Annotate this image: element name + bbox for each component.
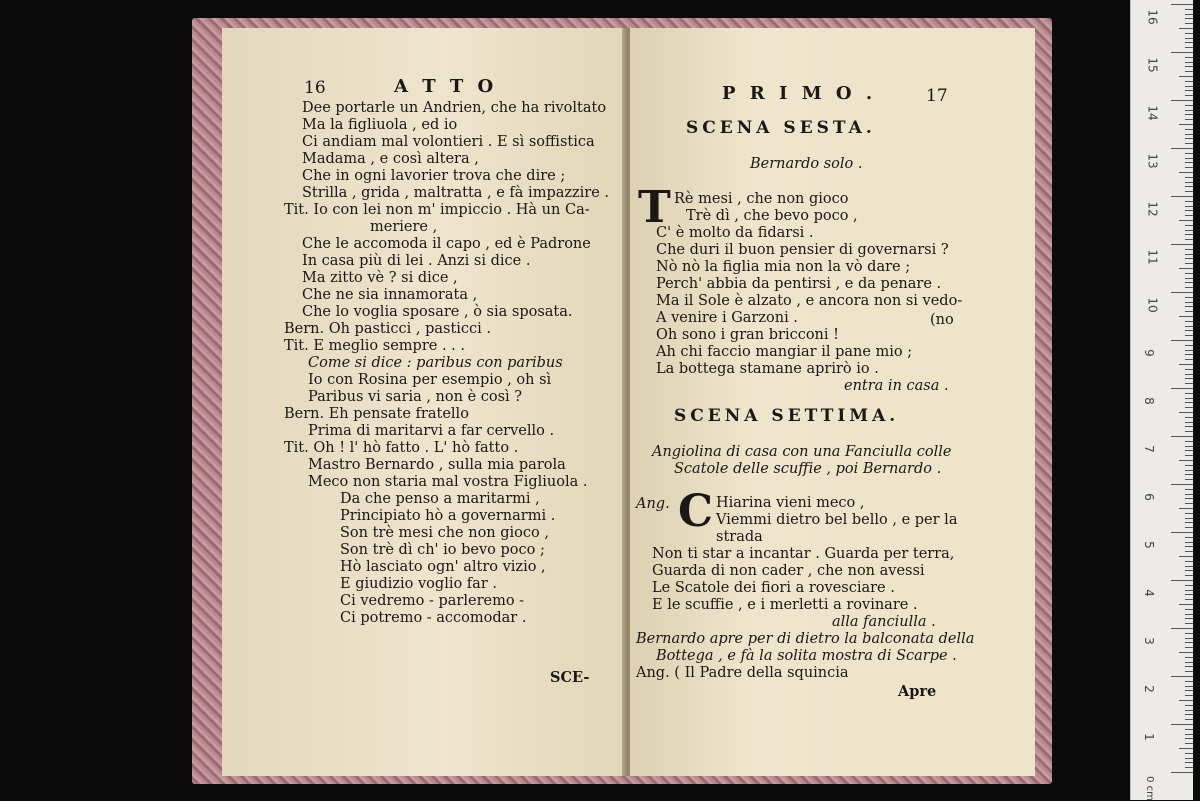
ruler-tick (1179, 172, 1193, 173)
ruler-tick (1185, 551, 1193, 552)
ruler-tick (1185, 374, 1193, 375)
ruler-tick (1185, 705, 1193, 706)
text-line: Ci potremo - accomodar . (340, 610, 527, 626)
text-line: meriere , (370, 219, 438, 235)
ruler-tick (1185, 239, 1193, 240)
ruler-tick (1185, 450, 1193, 451)
text-line: Ma zitto vè ? si dice , (302, 270, 458, 286)
ruler-tick (1185, 522, 1193, 523)
ruler-tick (1185, 614, 1193, 615)
text-line: Ma la figliuola , ed io (302, 117, 458, 133)
running-head-right: P R I M O . (722, 83, 877, 104)
ruler-tick (1171, 388, 1193, 389)
ruler-tick (1185, 282, 1193, 283)
ruler-number: 5 (1141, 541, 1156, 549)
ruler-tick (1185, 9, 1193, 10)
ruler-tick (1185, 153, 1193, 154)
ruler-tick (1185, 431, 1193, 432)
ruler-tick (1185, 23, 1193, 24)
ruler-tick (1185, 546, 1193, 547)
text-line: Ah chi faccio mangiar il pane mio ; (656, 344, 913, 360)
text-line: E giudizio voglio far . (340, 576, 497, 592)
ruler-tick (1185, 647, 1193, 648)
text-line: Perch' abbia da pentirsi , e da penare . (656, 276, 942, 292)
ruler-tick (1171, 148, 1193, 149)
ruler-tick (1171, 244, 1193, 245)
ruler-tick (1179, 28, 1193, 29)
ruler-tick (1185, 422, 1193, 423)
ruler-tick (1185, 527, 1193, 528)
ruler-tick (1185, 762, 1193, 763)
ruler-tick (1185, 62, 1193, 63)
ruler-tick (1185, 638, 1193, 639)
text-line: C' è molto da fidarsi . (656, 225, 814, 241)
text-line: Hò lasciato ogn' altro vizio , (340, 559, 546, 575)
ruler-tick (1185, 623, 1193, 624)
stage-direction: alla fanciulla . (832, 614, 936, 630)
ruler-tick (1185, 263, 1193, 264)
ruler-tick (1185, 575, 1193, 576)
ruler-number: 2 (1141, 685, 1156, 693)
text-line: Che ne sia innamorata , (302, 287, 478, 303)
ruler-tick (1185, 455, 1193, 456)
text-line: Hiarina vieni meco , (716, 495, 865, 511)
ruler-tick (1185, 633, 1193, 634)
ruler-tick (1185, 249, 1193, 250)
ruler-tick (1185, 729, 1193, 730)
text-line: Paribus vi saria , non è così ? (308, 389, 523, 405)
ruler-tick (1185, 186, 1193, 187)
text-line: Principiato hò a governarmi . (340, 508, 556, 524)
text-line: Mastro Bernardo , sulla mia parola (308, 457, 566, 473)
ruler-tick (1185, 273, 1193, 274)
ruler-tick (1185, 465, 1193, 466)
ruler-tick (1185, 503, 1193, 504)
ruler-tick (1185, 47, 1193, 48)
ruler-tick (1185, 359, 1193, 360)
stage-direction: Angiolina di casa con una Fanciulla colle (652, 444, 952, 460)
text-line: La bottega stamane aprirò io . (656, 361, 879, 377)
ruler-tick (1185, 570, 1193, 571)
ruler-tick (1185, 734, 1193, 735)
ruler-tick (1179, 652, 1193, 653)
ruler-tick (1185, 86, 1193, 87)
drop-capital: C (678, 486, 714, 537)
ruler-number: 1 (1141, 733, 1156, 741)
ruler-tick (1171, 772, 1193, 773)
drop-capital: T (638, 182, 671, 233)
left-page (222, 28, 625, 776)
ruler-tick (1185, 302, 1193, 303)
text-line: Tit. Io con lei non m' impiccio . Hà un Ca- (284, 202, 590, 218)
text-line: Non ti star a incantar . Guarda per terra, (652, 546, 955, 562)
ruler-tick (1179, 76, 1193, 77)
ruler-tick (1185, 719, 1193, 720)
ruler-tick (1185, 590, 1193, 591)
text-line: Son trè dì ch' io bevo poco ; (340, 542, 545, 558)
ruler-tick (1185, 134, 1193, 135)
text-line: Che lo voglia sposare , ò sia sposata. (302, 304, 573, 320)
ruler-tick (1185, 446, 1193, 447)
text-line: Bern. Oh pasticci , pasticci . (284, 321, 492, 337)
ruler-tick (1185, 662, 1193, 663)
ruler-tick (1171, 676, 1193, 677)
ruler-tick (1171, 100, 1193, 101)
catchword-right: Apre (898, 683, 937, 700)
page-number-right: 17 (926, 86, 948, 106)
ruler-tick (1185, 609, 1193, 610)
stage-direction: entra in casa . (844, 378, 949, 394)
ruler-tick (1185, 642, 1193, 643)
catchword-left: SCE- (550, 669, 590, 686)
text-line: In casa più di lei . Anzi si dice . (302, 253, 531, 269)
ruler-tick (1185, 566, 1193, 567)
ruler-tick (1171, 436, 1193, 437)
ruler-tick (1185, 177, 1193, 178)
page-number-left: 16 (304, 78, 326, 98)
ruler-tick (1179, 748, 1193, 749)
ruler-tick (1185, 714, 1193, 715)
ruler-tick (1185, 225, 1193, 226)
ruler-number: 12 (1145, 201, 1160, 217)
ruler-tick (1185, 479, 1193, 480)
text-line: Rè mesi , che non gioco (674, 191, 849, 207)
ruler-number: 10 (1145, 297, 1160, 313)
ruler-tick (1185, 42, 1193, 43)
ruler-tick (1185, 618, 1193, 619)
ruler-tick (1185, 306, 1193, 307)
ruler-tick (1185, 81, 1193, 82)
ruler-tick (1171, 580, 1193, 581)
measuring-ruler (1130, 0, 1193, 800)
ruler-tick (1185, 311, 1193, 312)
ruler-tick (1185, 326, 1193, 327)
ruler-tick (1185, 393, 1193, 394)
ruler-tick (1185, 369, 1193, 370)
ruler-tick (1185, 417, 1193, 418)
ruler-tick (1185, 426, 1193, 427)
ruler-tick (1185, 666, 1193, 667)
ruler-tick (1185, 474, 1193, 475)
ruler-tick (1185, 287, 1193, 288)
text-line: Da che penso a maritarmi , (340, 491, 540, 507)
text-line: Ma il Sole è alzato , e ancora non si vedo- (656, 293, 963, 309)
text-line: Che in ogni lavorier trova che dire ; (302, 168, 566, 184)
text-line: Ang. ( Il Padre della squincia (636, 665, 849, 681)
text-line: Che le accomoda il capo , ed è Padrone (302, 236, 591, 252)
text-line: Guarda di non cader , che non avessi (652, 563, 925, 579)
ruler-tick (1185, 345, 1193, 346)
ruler-unit: 0 cm (1143, 776, 1155, 801)
ruler-tick (1185, 254, 1193, 255)
text-line: Ci vedremo - parleremo - (340, 593, 525, 609)
ruler-tick (1179, 700, 1193, 701)
text-line: Io con Rosina per esempio , oh sì (308, 372, 552, 388)
ruler-tick (1185, 191, 1193, 192)
ruler-tick (1185, 234, 1193, 235)
ruler-number: 13 (1145, 153, 1160, 169)
scene-title: SCENA SETTIMA. (674, 406, 900, 426)
ruler-tick (1185, 330, 1193, 331)
ruler-number: 16 (1145, 9, 1160, 25)
ruler-tick (1185, 657, 1193, 658)
text-line: Madama , e così altera , (302, 151, 479, 167)
ruler-tick (1185, 743, 1193, 744)
ruler-tick (1185, 378, 1193, 379)
ruler-tick (1179, 604, 1193, 605)
ruler-tick (1171, 52, 1193, 53)
ruler-tick (1179, 220, 1193, 221)
ruler-tick (1185, 758, 1193, 759)
ruler-tick (1171, 340, 1193, 341)
text-line: (no (930, 312, 954, 328)
ruler-tick (1185, 258, 1193, 259)
ruler-tick (1185, 143, 1193, 144)
ruler-tick (1185, 681, 1193, 682)
ruler-tick (1185, 167, 1193, 168)
ruler-tick (1185, 738, 1193, 739)
text-line: E le scuffie , e i merletti a rovinare . (652, 597, 918, 613)
ruler-tick (1185, 585, 1193, 586)
ruler-tick (1185, 398, 1193, 399)
ruler-tick (1171, 4, 1193, 5)
ruler-tick (1185, 210, 1193, 211)
ruler-tick (1179, 268, 1193, 269)
ruler-number: 14 (1145, 105, 1160, 121)
ruler-tick (1185, 38, 1193, 39)
ruler-tick (1185, 489, 1193, 490)
text-line: Che duri il buon pensier di governarsi ? (656, 242, 949, 258)
text-line: Tit. E meglio sempre . . . (284, 338, 465, 354)
text-line: A venire i Garzoni . (656, 310, 798, 326)
ruler-tick (1185, 57, 1193, 58)
text-line: Tit. Oh ! l' hò fatto . L' hò fatto . (284, 440, 519, 456)
ruler-tick (1185, 594, 1193, 595)
ruler-tick (1185, 513, 1193, 514)
ruler-tick (1185, 182, 1193, 183)
text-line: Viemmi dietro bel bello , e per la (716, 512, 958, 528)
ruler-tick (1185, 95, 1193, 96)
text-line: Oh sono i gran bricconi ! (656, 327, 839, 343)
ruler-tick (1185, 695, 1193, 696)
ruler-tick (1185, 690, 1193, 691)
ruler-tick (1185, 129, 1193, 130)
ruler-number: 4 (1141, 589, 1156, 597)
ruler-number: 9 (1141, 349, 1156, 357)
ruler-tick (1185, 230, 1193, 231)
ruler-tick (1185, 14, 1193, 15)
text-line: Meco non staria mal vostra Figliuola . (308, 474, 588, 490)
ruler-tick (1185, 402, 1193, 403)
ruler-tick (1171, 484, 1193, 485)
ruler-tick (1185, 350, 1193, 351)
text-line: Come si dice : paribus con paribus (308, 355, 563, 371)
ruler-tick (1185, 494, 1193, 495)
ruler-tick (1185, 470, 1193, 471)
ruler-tick (1185, 407, 1193, 408)
ruler-tick (1185, 90, 1193, 91)
text-line: Son trè mesi che non gioco , (340, 525, 549, 541)
ruler-tick (1185, 110, 1193, 111)
ruler-tick (1185, 119, 1193, 120)
ruler-tick (1185, 441, 1193, 442)
ruler-tick (1185, 383, 1193, 384)
text-line: Bern. Eh pensate fratello (284, 406, 469, 422)
speaker-label: Ang. (636, 496, 670, 512)
ruler-tick (1185, 105, 1193, 106)
running-head-left: A T T O (394, 76, 498, 97)
text-line: Ci andiam mal volontieri . E sì soffistica (302, 134, 595, 150)
ruler-tick (1185, 518, 1193, 519)
ruler-tick (1185, 671, 1193, 672)
ruler-tick (1171, 628, 1193, 629)
ruler-tick (1179, 316, 1193, 317)
stage-direction: Bernardo solo . (750, 156, 863, 172)
ruler-number: 11 (1145, 249, 1160, 265)
ruler-tick (1171, 724, 1193, 725)
text-line: Nò nò la figlia mia non la vò dare ; (656, 259, 911, 275)
text-line: Le Scatole dei fiori a rovesciare . (652, 580, 895, 596)
ruler-number: 7 (1141, 445, 1156, 453)
ruler-number: 15 (1145, 57, 1160, 73)
ruler-tick (1185, 297, 1193, 298)
ruler-tick (1185, 278, 1193, 279)
ruler-tick (1185, 71, 1193, 72)
ruler-tick (1185, 767, 1193, 768)
text-line: Dee portarle un Andrien, che ha rivoltato (302, 100, 607, 116)
ruler-number: 8 (1141, 397, 1156, 405)
scene-title: SCENA SESTA. (686, 118, 876, 138)
ruler-tick (1179, 364, 1193, 365)
text-line: Strilla , grida , maltratta , e fà impazzire . (302, 185, 610, 201)
ruler-tick (1185, 215, 1193, 216)
ruler-tick (1185, 686, 1193, 687)
ruler-tick (1185, 201, 1193, 202)
text-line: strada (716, 529, 763, 545)
ruler-tick (1185, 561, 1193, 562)
text-line: Prima di maritarvi a far cervello . (308, 423, 555, 439)
stage-direction: Scatole delle scuffie , poi Bernardo . (674, 461, 942, 477)
ruler-tick (1185, 542, 1193, 543)
ruler-tick (1179, 460, 1193, 461)
ruler-tick (1185, 158, 1193, 159)
ruler-tick (1185, 335, 1193, 336)
ruler-tick (1185, 537, 1193, 538)
ruler-tick (1171, 532, 1193, 533)
ruler-tick (1185, 498, 1193, 499)
ruler-tick (1185, 354, 1193, 355)
ruler-tick (1185, 599, 1193, 600)
ruler-tick (1185, 18, 1193, 19)
ruler-number: 3 (1141, 637, 1156, 645)
right-page (630, 28, 1035, 776)
ruler-tick (1179, 412, 1193, 413)
ruler-tick (1171, 196, 1193, 197)
ruler-tick (1179, 508, 1193, 509)
ruler-number: 6 (1141, 493, 1156, 501)
ruler-tick (1185, 138, 1193, 139)
ruler-tick (1185, 66, 1193, 67)
ruler-tick (1185, 114, 1193, 115)
ruler-tick (1185, 206, 1193, 207)
ruler-tick (1185, 710, 1193, 711)
stage-direction: Bottega , e fà la solita mostra di Scarpe . (656, 648, 957, 664)
ruler-tick (1179, 556, 1193, 557)
ruler-tick (1185, 162, 1193, 163)
ruler-tick (1185, 33, 1193, 34)
ruler-tick (1179, 124, 1193, 125)
ruler-tick (1171, 292, 1193, 293)
text-line: Trè dì , che bevo poco , (686, 208, 858, 224)
ruler-tick (1185, 753, 1193, 754)
stage-direction: Bernardo apre per di dietro la balconata della (636, 631, 975, 647)
ruler-tick (1185, 321, 1193, 322)
